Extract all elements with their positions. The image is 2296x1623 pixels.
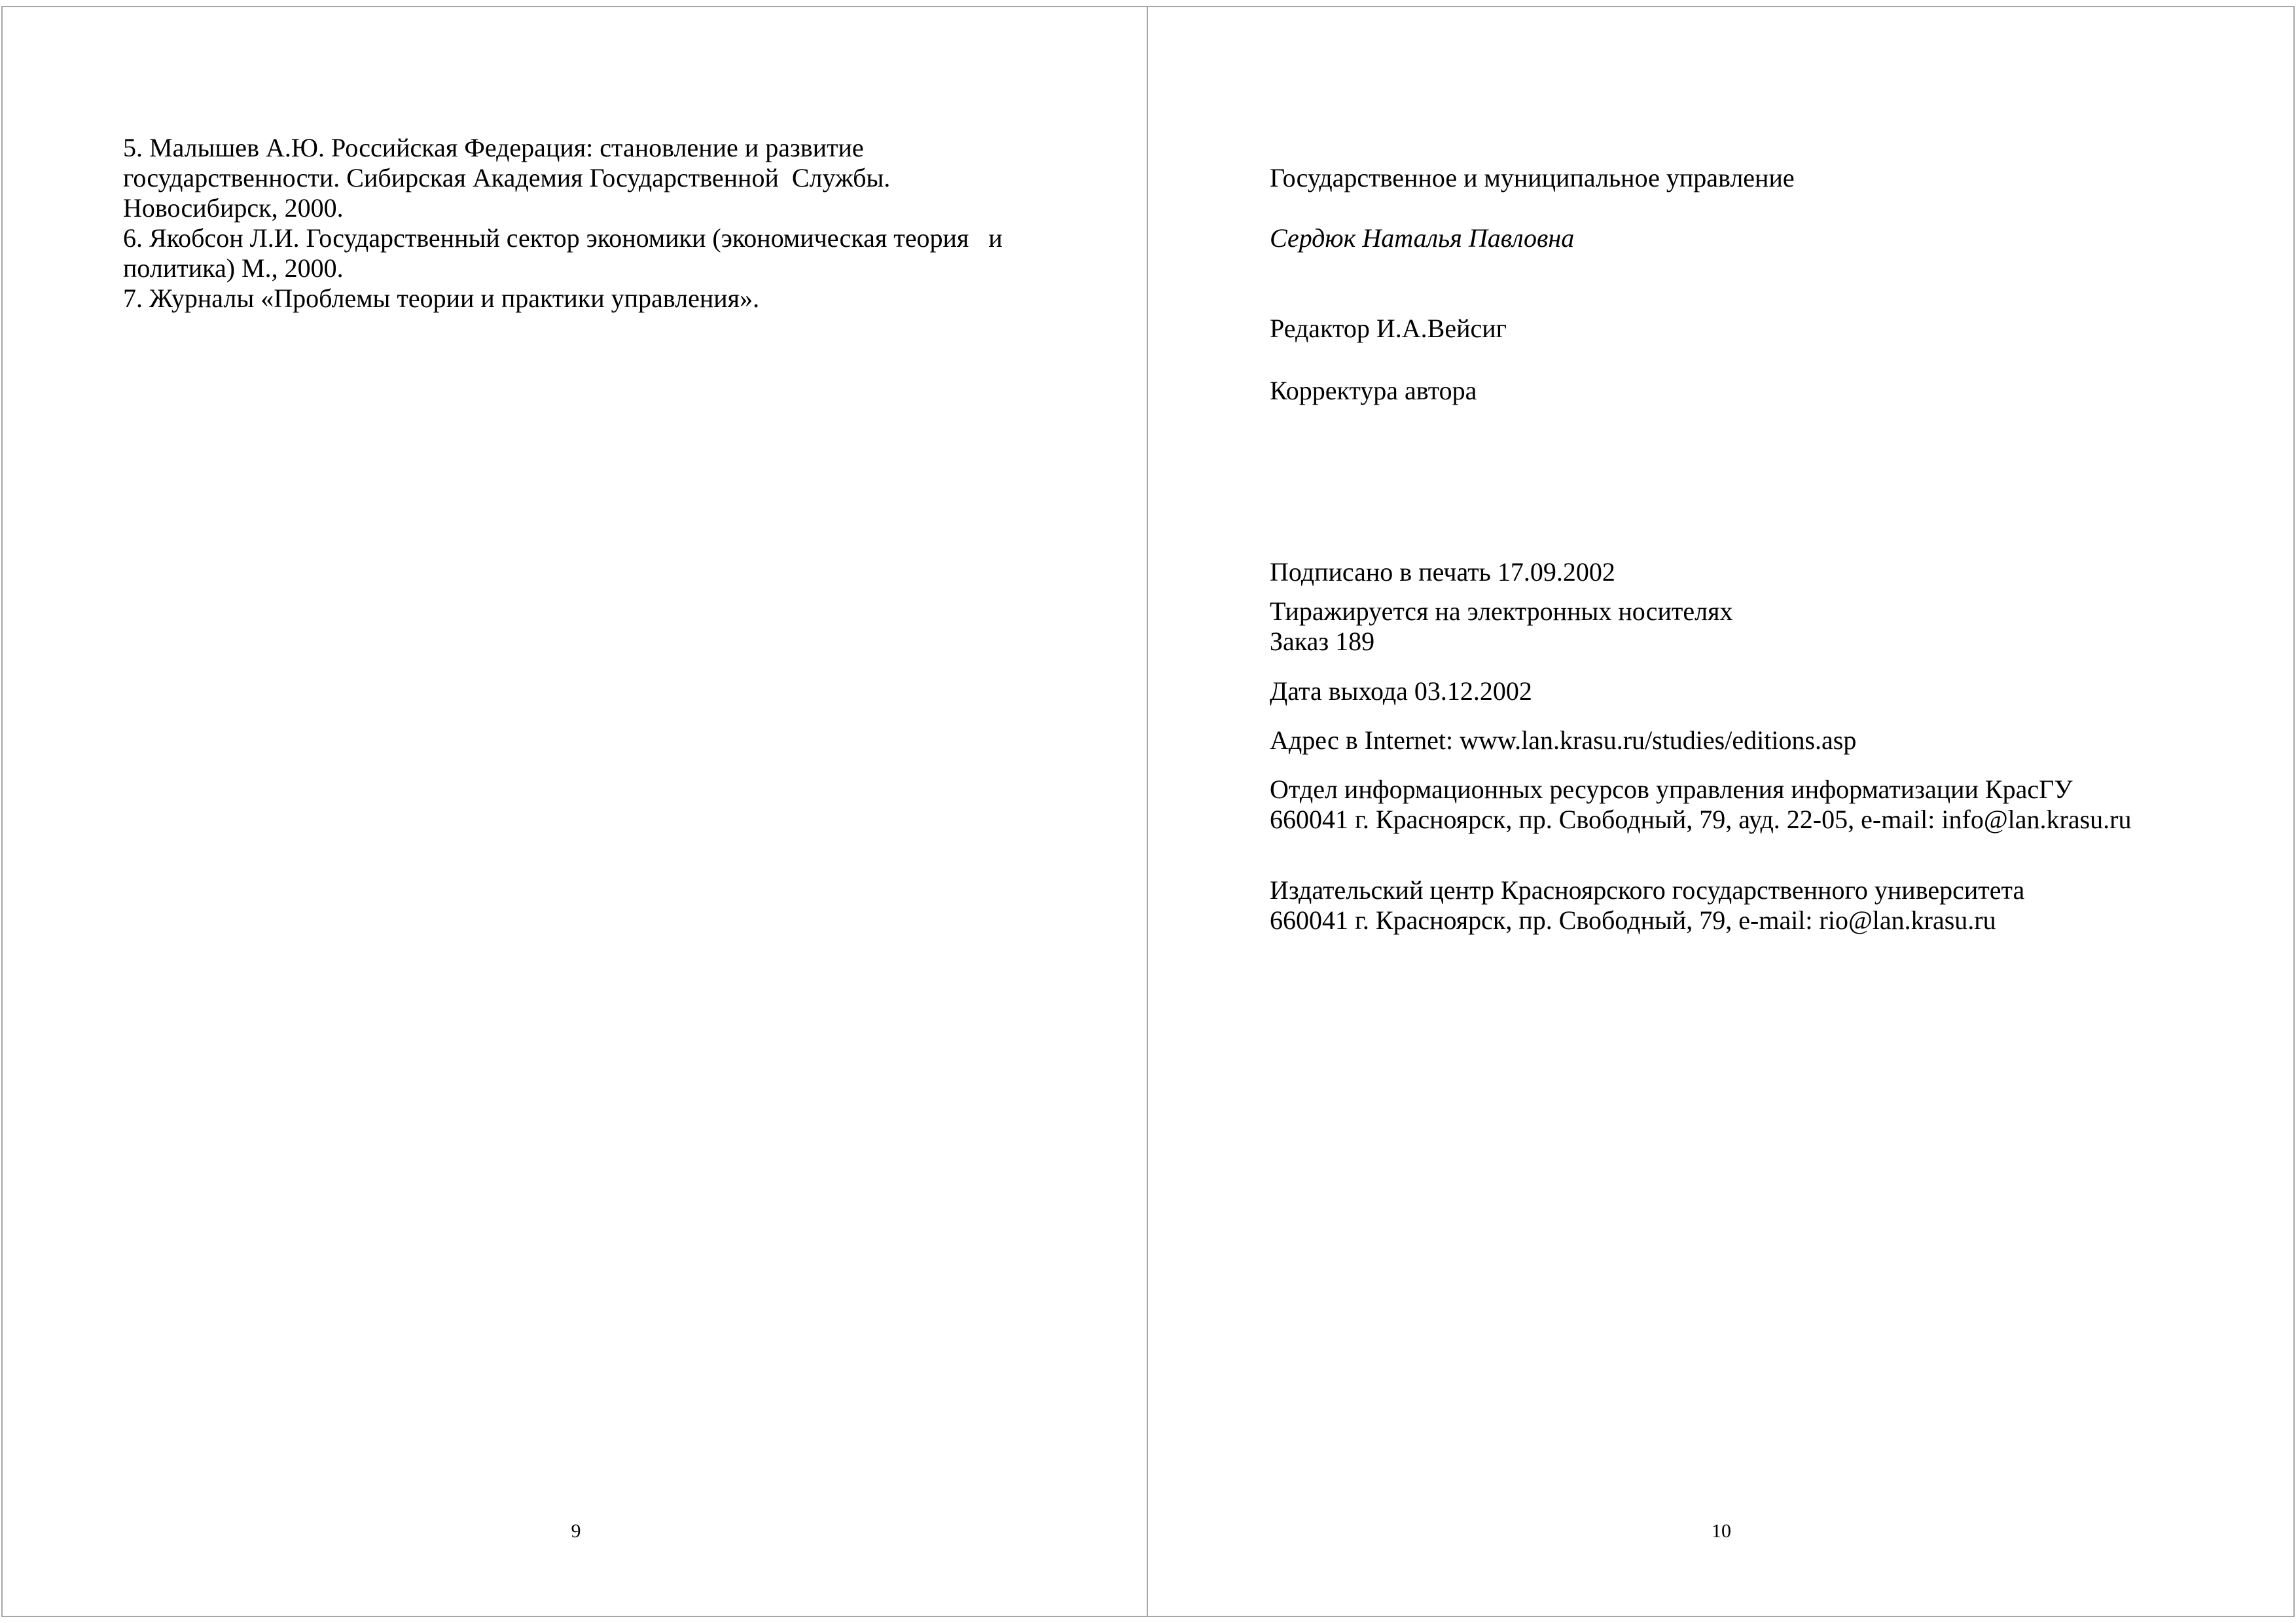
department-address: 660041 г. Красноярск, пр. Свободный, 79, ауд. 22-05, e-mail: info@lan.krasu.ru — [1270, 805, 2132, 834]
reference-list — [123, 133, 1003, 314]
order-number: Заказ 189 — [1270, 627, 1375, 656]
publisher-name: Издательский центр Красноярского государственного университета — [1270, 875, 2025, 905]
reference-line: Новосибирск, 2000. — [123, 193, 344, 223]
left-page — [1, 6, 1148, 1617]
release-date: Дата выхода 03.12.2002 — [1270, 676, 1532, 706]
reference-line: 7. Журналы «Проблемы теории и практики управления». — [123, 283, 760, 313]
editor-line: Редактор И.А.Вейсиг — [1270, 314, 1507, 343]
reference-line: государственности. Сибирская Академия Государственной Службы. — [123, 163, 891, 192]
internet-address: Адрес в Internet: www.lan.krasu.ru/studies/editions.asp — [1270, 725, 1857, 755]
proofreading-line: Корректура автора — [1270, 376, 1477, 405]
page-number-right: 10 — [1712, 1520, 1731, 1542]
reference-line: 5. Малышев А.Ю. Российская Федерация: становление и развитие — [123, 133, 864, 162]
page-number-left: 9 — [571, 1520, 581, 1542]
author-name: Сердюк Наталья Павловна — [1270, 223, 1575, 253]
right-page — [1147, 6, 2295, 1617]
signed-date: Подписано в печать 17.09.2002 — [1270, 557, 1615, 587]
media-line: Тиражируется на электронных носителях — [1270, 596, 1733, 626]
reference-line: политика) М., 2000. — [123, 253, 344, 283]
publisher-address: 660041 г. Красноярск, пр. Свободный, 79, e-mail: rio@lan.krasu.ru — [1270, 905, 1996, 935]
book-title: Государственное и муниципальное управление — [1270, 163, 1795, 192]
reference-line: 6. Якобсон Л.И. Государственный сектор экономики (экономическая теория и — [123, 223, 1003, 253]
department-name: Отдел информационных ресурсов управления информатизации КрасГУ — [1270, 775, 2073, 804]
